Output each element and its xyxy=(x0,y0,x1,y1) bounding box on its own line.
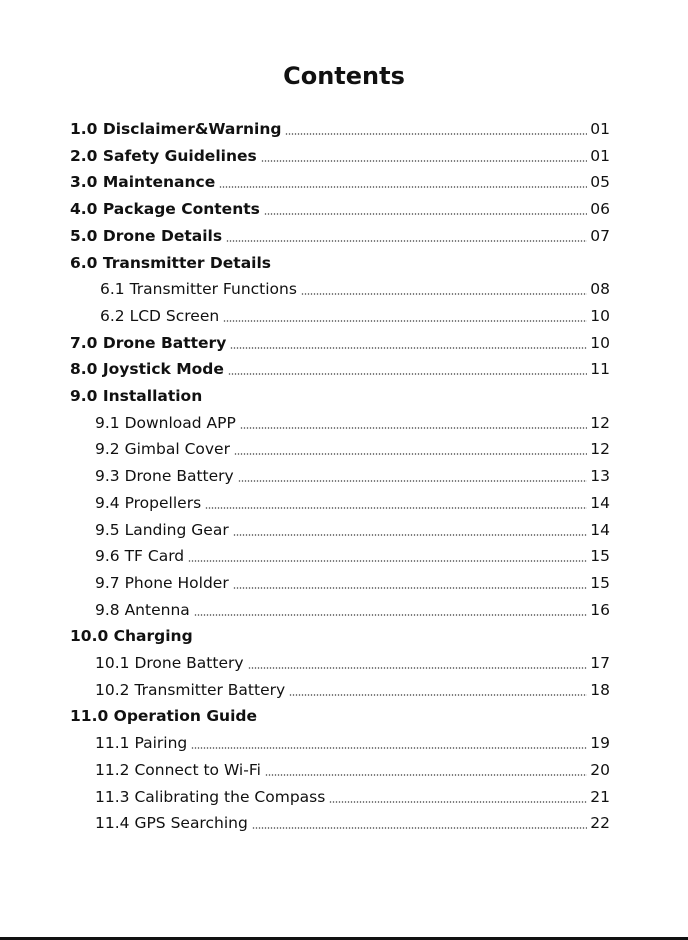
toc-subsection[interactable] xyxy=(100,276,610,302)
toc-entry-title: 5.0 Drone Details xyxy=(70,226,223,245)
toc-entry-title: 11.1 Pairing xyxy=(95,734,188,753)
toc-entry-title: 9.1 Download APP xyxy=(95,413,236,432)
toc-subsection[interactable] xyxy=(95,650,610,676)
toc-entry-title: 9.4 Propellers xyxy=(95,493,202,512)
dot-leader xyxy=(234,453,587,455)
toc-entry-title: 7.0 Drone Battery xyxy=(70,333,227,352)
toc-page-number: 13 xyxy=(590,467,610,486)
dot-leader xyxy=(248,667,588,669)
toc-subsection[interactable] xyxy=(95,810,610,836)
toc-page-number: 20 xyxy=(590,760,610,779)
toc-entry-title: 9.8 Antenna xyxy=(95,600,190,619)
dot-leader xyxy=(230,347,587,349)
dot-leader xyxy=(285,133,587,135)
dot-leader xyxy=(252,827,587,829)
toc-entry-title: 9.3 Drone Battery xyxy=(95,467,234,486)
toc-entry-title: 4.0 Package Contents xyxy=(70,200,260,219)
toc-subsection[interactable] xyxy=(95,757,610,783)
dot-leader xyxy=(226,240,587,242)
toc-subsection[interactable] xyxy=(95,436,610,462)
toc-page-number: 07 xyxy=(590,226,610,245)
dot-leader xyxy=(301,293,587,295)
toc-entry-title: 6.0 Transmitter Details xyxy=(70,253,272,272)
toc-page-number: 12 xyxy=(590,440,610,459)
toc-entry-title: 10.0 Charging xyxy=(70,627,193,646)
toc-entry-title: 2.0 Safety Guidelines xyxy=(70,146,257,165)
toc-section[interactable] xyxy=(70,143,610,169)
toc-entry-title: 11.3 Calibrating the Compass xyxy=(95,787,326,806)
dot-leader xyxy=(223,320,587,322)
dot-leader xyxy=(188,560,587,562)
toc-entry-title: 10.2 Transmitter Battery xyxy=(95,680,286,699)
toc-page-number: 21 xyxy=(590,787,610,806)
dot-leader xyxy=(240,427,587,429)
toc-entry-title: 8.0 Joystick Mode xyxy=(70,360,224,379)
dot-leader xyxy=(264,213,587,215)
toc-subsection[interactable] xyxy=(95,543,610,569)
toc-subsection[interactable] xyxy=(95,410,610,436)
toc-page-number: 06 xyxy=(590,200,610,219)
toc-page-number: 18 xyxy=(590,680,610,699)
toc-subsection[interactable] xyxy=(95,597,610,623)
toc-entry-title: 11.2 Connect to Wi-Fi xyxy=(95,760,261,779)
toc-entry-title: 3.0 Maintenance xyxy=(70,173,216,192)
toc-section[interactable] xyxy=(70,356,610,382)
toc-entry-title: 10.1 Drone Battery xyxy=(95,654,244,672)
page-title: Contents xyxy=(283,62,405,90)
toc-section[interactable] xyxy=(70,330,610,356)
toc-page-number: 15 xyxy=(590,547,610,566)
toc-page-number: 12 xyxy=(590,413,610,432)
toc-page-number: 14 xyxy=(590,520,610,539)
toc-page-number: 19 xyxy=(590,734,610,753)
toc-page-number: 10 xyxy=(590,333,610,352)
dot-leader xyxy=(329,801,587,803)
toc-entry-title: 11.0 Operation Guide xyxy=(70,707,258,726)
dot-leader xyxy=(205,507,587,509)
toc-page-number: 16 xyxy=(590,600,610,619)
dot-leader xyxy=(238,480,588,482)
dot-leader xyxy=(265,774,587,776)
dot-leader xyxy=(228,373,587,375)
toc-entry-title: 1.0 Disclaimer&Warning xyxy=(70,120,282,138)
toc-entry-title: 6.1 Transmitter Functions xyxy=(100,280,297,299)
toc-page-number: 22 xyxy=(590,814,610,833)
toc-entry-title: 9.2 Gimbal Cover xyxy=(95,440,230,459)
toc-page-number: 05 xyxy=(590,173,610,192)
dot-leader xyxy=(289,694,587,696)
toc-page-number: 11 xyxy=(590,360,610,379)
toc-page-number: 01 xyxy=(590,120,610,138)
toc-entry-title: 9.5 Landing Gear xyxy=(95,520,229,539)
toc-section[interactable] xyxy=(70,169,610,195)
toc-section[interactable] xyxy=(70,223,610,249)
toc-page-number: 08 xyxy=(590,280,610,299)
toc-entry-title: 9.0 Installation xyxy=(70,387,203,405)
toc-subsection[interactable] xyxy=(100,303,610,329)
toc-section[interactable] xyxy=(70,250,610,276)
toc-entry-title: 9.7 Phone Holder xyxy=(95,573,229,592)
toc-entry-title: 6.2 LCD Screen xyxy=(100,306,220,325)
toc-section[interactable] xyxy=(70,703,610,729)
toc-subsection[interactable] xyxy=(95,490,610,516)
toc-section[interactable] xyxy=(70,116,610,142)
toc-page-number: 14 xyxy=(590,493,610,512)
dot-leader xyxy=(233,534,588,536)
toc-page-number: 10 xyxy=(590,306,610,325)
toc-section[interactable] xyxy=(70,383,610,409)
toc-page-number: 17 xyxy=(590,654,610,672)
toc-subsection[interactable] xyxy=(95,677,610,703)
toc-page-number: 01 xyxy=(590,146,610,165)
toc-subsection[interactable] xyxy=(95,570,610,596)
toc-subsection[interactable] xyxy=(95,730,610,756)
toc-entry-title: 11.4 GPS Searching xyxy=(95,814,248,833)
dot-leader xyxy=(233,587,588,589)
toc-subsection[interactable] xyxy=(95,517,610,543)
toc-entry-title: 9.6 TF Card xyxy=(95,547,185,566)
toc-subsection[interactable] xyxy=(95,463,610,489)
toc-section[interactable] xyxy=(70,623,610,649)
toc-subsection[interactable] xyxy=(95,784,610,810)
toc-page-number: 15 xyxy=(590,573,610,592)
dot-leader xyxy=(219,186,587,188)
dot-leader xyxy=(191,747,587,749)
dot-leader xyxy=(261,160,588,162)
toc-section[interactable] xyxy=(70,196,610,222)
dot-leader xyxy=(194,614,588,616)
